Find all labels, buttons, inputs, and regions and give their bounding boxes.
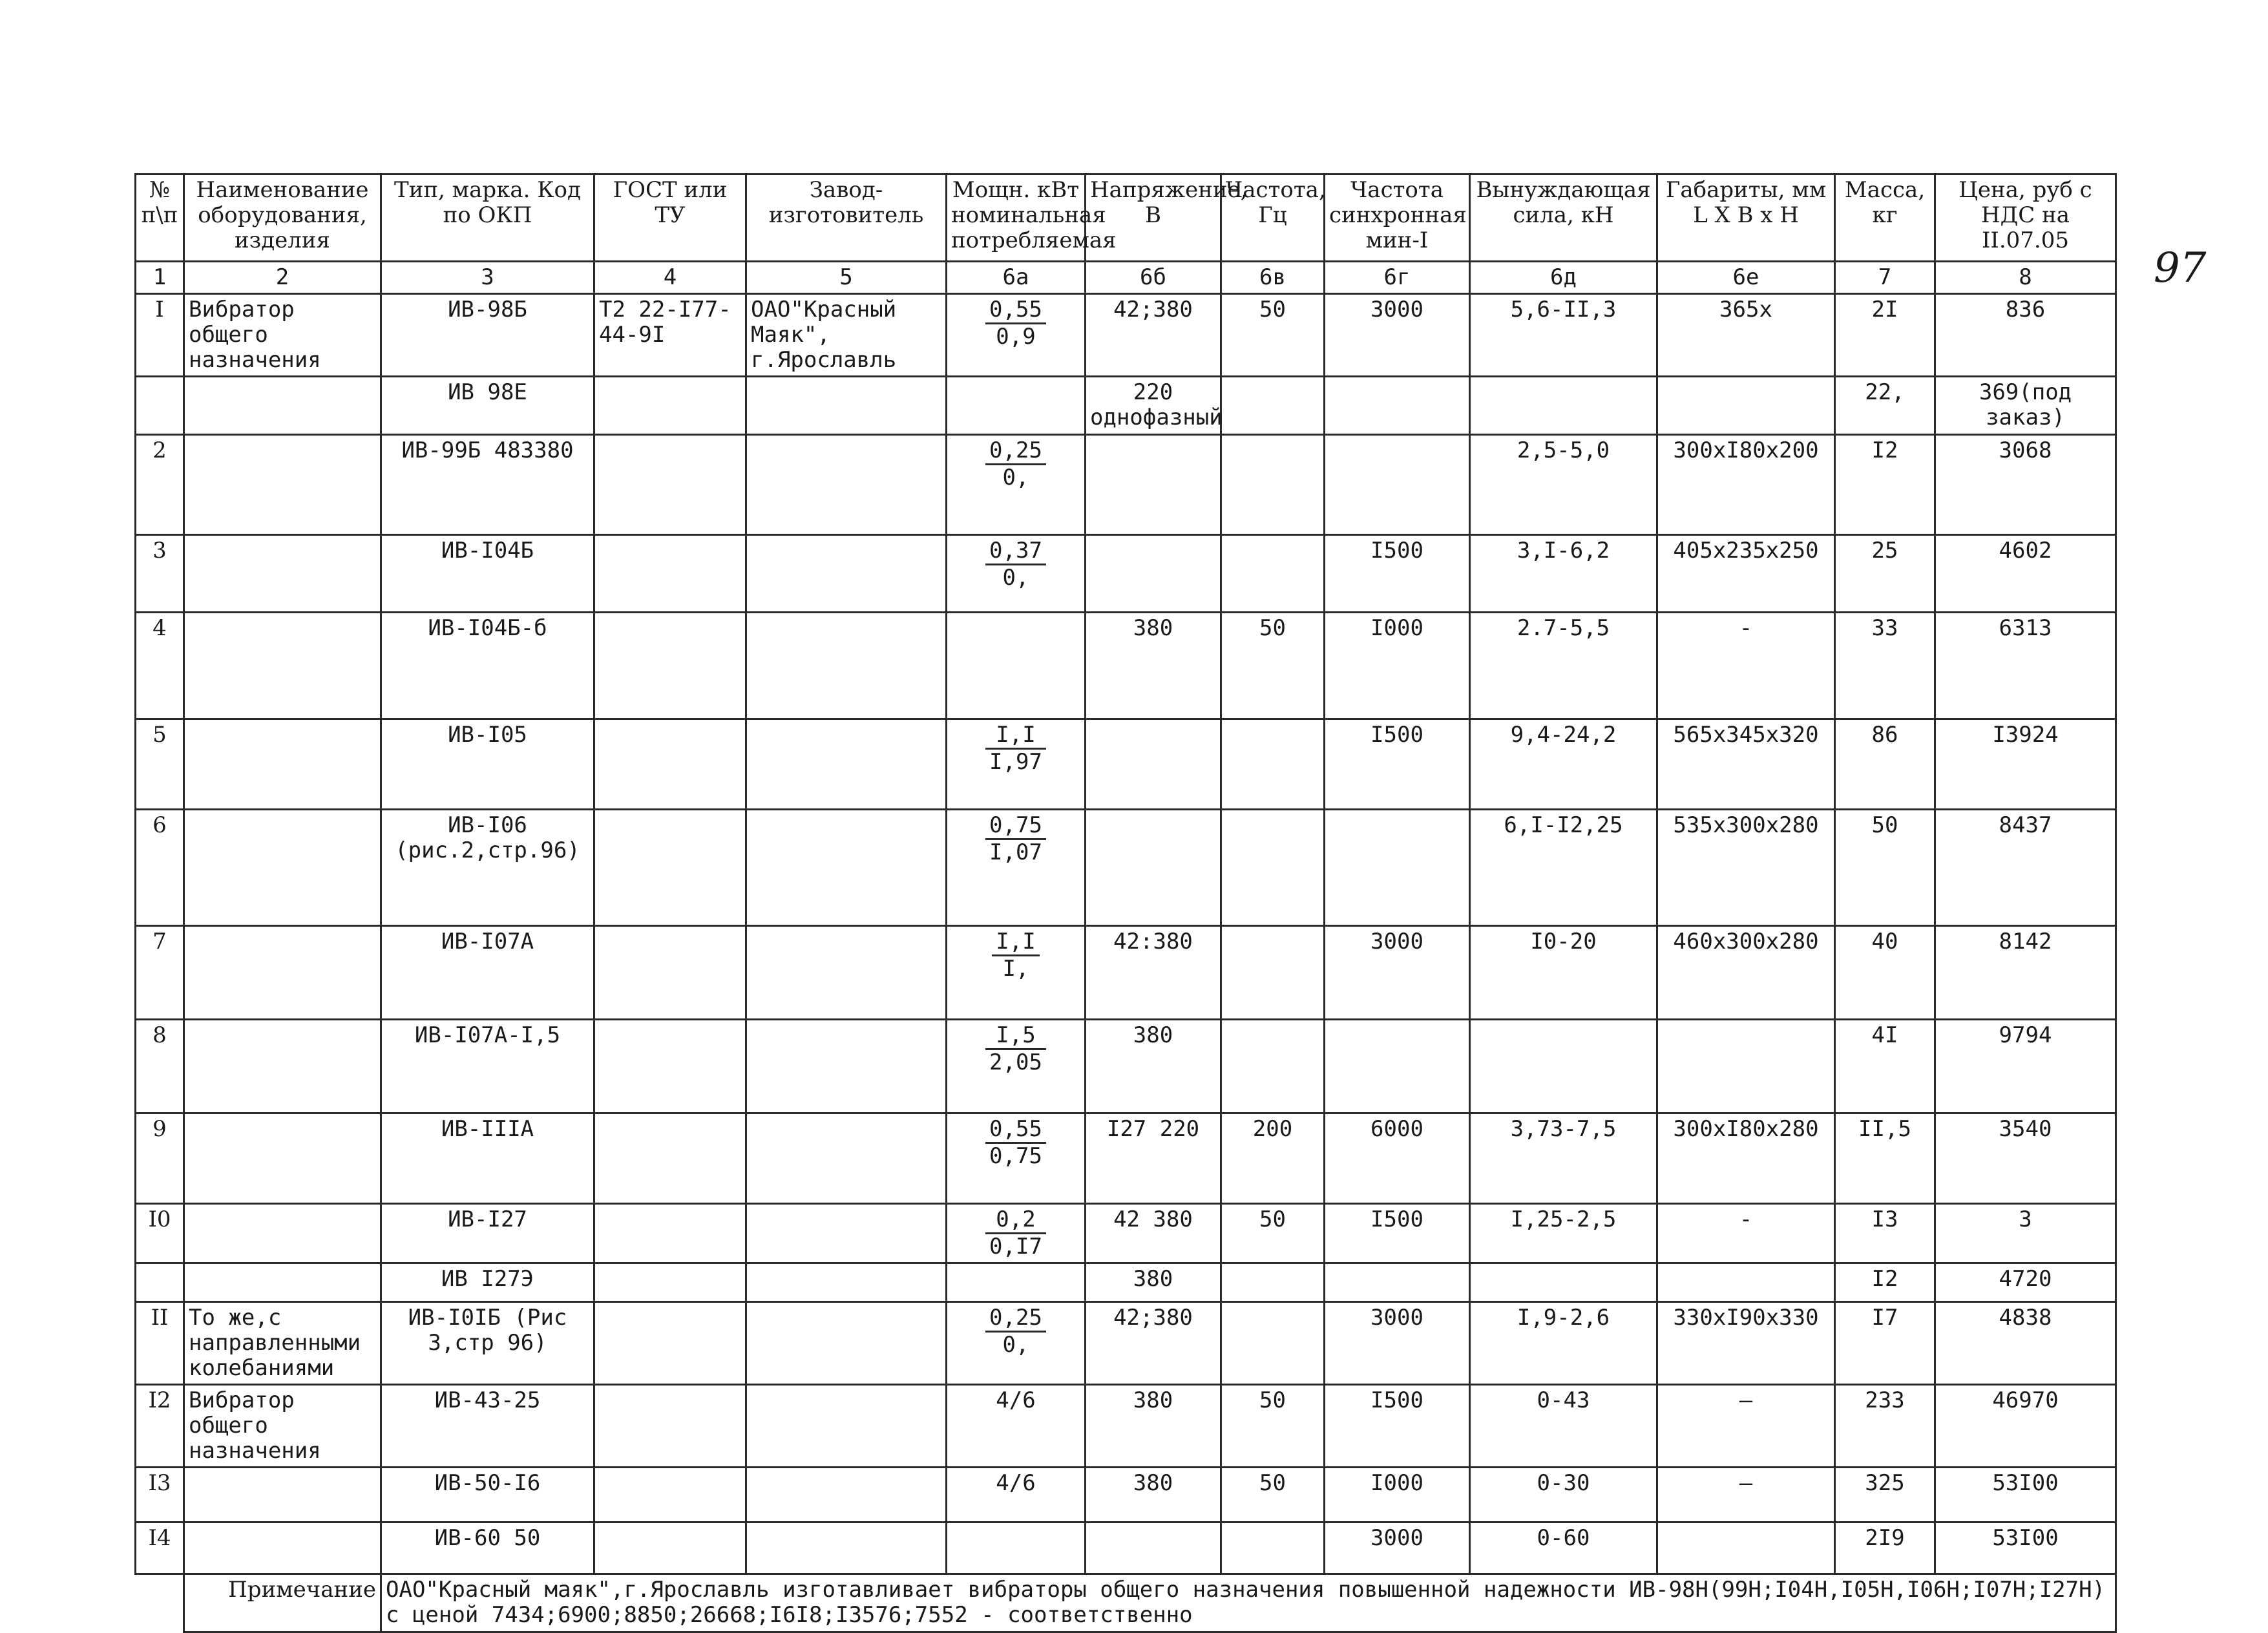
header-dimensions: Габариты, мм L X B x H bbox=[1657, 174, 1835, 262]
row-name bbox=[184, 925, 381, 1019]
row-index: I bbox=[136, 294, 184, 377]
power-fraction bbox=[985, 1117, 1046, 1169]
row-gost bbox=[594, 719, 746, 809]
row-price: 4720 bbox=[1935, 1263, 2116, 1301]
row-mass: 40 bbox=[1835, 925, 1935, 1019]
table-row bbox=[136, 809, 2116, 925]
row-maker bbox=[746, 719, 947, 809]
col-number: 5 bbox=[746, 262, 947, 294]
row-name bbox=[184, 1468, 381, 1522]
row-frequency bbox=[1221, 1522, 1325, 1574]
header-name: Наименование оборудования, изделия bbox=[184, 174, 381, 262]
row-power bbox=[947, 534, 1086, 612]
row-mass: 33 bbox=[1835, 612, 1935, 719]
row-name: Вибратор общего назначения bbox=[184, 294, 381, 377]
table-row bbox=[136, 1113, 2116, 1203]
row-mass: 4I bbox=[1835, 1019, 1935, 1113]
power-consumed: I,97 bbox=[989, 748, 1042, 775]
row-frequency bbox=[1221, 434, 1325, 534]
row-force: I,25-2,5 bbox=[1470, 1203, 1657, 1263]
power-fraction bbox=[985, 1023, 1046, 1075]
row-frequency bbox=[1221, 534, 1325, 612]
row-name bbox=[184, 1019, 381, 1113]
row-frequency: 50 bbox=[1221, 1385, 1325, 1468]
page-number: 97 bbox=[2154, 244, 2207, 292]
row-type: ИВ-I05 bbox=[381, 719, 594, 809]
row-power bbox=[947, 1263, 1086, 1301]
row-voltage: 42;380 bbox=[1086, 1301, 1221, 1384]
table-row bbox=[136, 719, 2116, 809]
power-fraction bbox=[985, 813, 1046, 865]
row-gost bbox=[594, 1522, 746, 1574]
row-dimensions: 460x300x280 bbox=[1657, 925, 1835, 1019]
row-frequency bbox=[1221, 809, 1325, 925]
power-nominal: 0,2 bbox=[985, 1207, 1046, 1234]
power-consumed: 0, bbox=[1002, 1331, 1029, 1358]
col-number: 6в bbox=[1221, 262, 1325, 294]
row-sync-frequency bbox=[1325, 377, 1470, 434]
row-type: ИВ-I0IБ (Рис 3,стр 96) bbox=[381, 1301, 594, 1384]
note-text: ОАО"Красный маяк",г.Ярославль изготавливает вибраторы общего назначения повышенной надежности ИВ-98Н(99Н;I04Н,I05Н,I06Н;I07Н;I27Н) с ценой 7434;6900;8850;26668;I6I8;I3576;7552 - соответственно bbox=[381, 1574, 2116, 1632]
row-mass: 22, bbox=[1835, 377, 1935, 434]
power-nominal: 0,75 bbox=[985, 813, 1046, 840]
row-force: 0-43 bbox=[1470, 1385, 1657, 1468]
row-dimensions: 405x235x250 bbox=[1657, 534, 1835, 612]
row-sync-frequency bbox=[1325, 434, 1470, 534]
row-type: ИВ 98Е bbox=[381, 377, 594, 434]
header-sync-frequency: Частота синхронная мин-I bbox=[1325, 174, 1470, 262]
row-sync-frequency: I500 bbox=[1325, 719, 1470, 809]
power-consumed: 0,I7 bbox=[989, 1233, 1042, 1259]
row-voltage: 380 bbox=[1086, 612, 1221, 719]
row-power bbox=[947, 1301, 1086, 1384]
row-frequency: 200 bbox=[1221, 1113, 1325, 1203]
row-power bbox=[947, 377, 1086, 434]
col-number: 3 bbox=[381, 262, 594, 294]
row-maker bbox=[746, 1468, 947, 1522]
table-row bbox=[136, 1385, 2116, 1468]
row-sync-frequency: I500 bbox=[1325, 534, 1470, 612]
row-index: 7 bbox=[136, 925, 184, 1019]
col-number: 1 bbox=[136, 262, 184, 294]
table-row bbox=[136, 1468, 2116, 1522]
row-maker bbox=[746, 809, 947, 925]
power-fraction bbox=[985, 722, 1046, 775]
row-price: 53I00 bbox=[1935, 1522, 2116, 1574]
power-fraction bbox=[985, 538, 1046, 591]
row-price: 8437 bbox=[1935, 809, 2116, 925]
row-type: ИВ-IIIА bbox=[381, 1113, 594, 1203]
row-frequency: 50 bbox=[1221, 1468, 1325, 1522]
power-consumed: 0, bbox=[1002, 464, 1029, 490]
row-maker bbox=[746, 612, 947, 719]
equipment-table bbox=[134, 173, 2117, 1633]
row-maker bbox=[746, 1385, 947, 1468]
row-type: ИВ-99Б 483380 bbox=[381, 434, 594, 534]
row-price: 4838 bbox=[1935, 1301, 2116, 1384]
row-price: 46970 bbox=[1935, 1385, 2116, 1468]
power-consumed: 0,9 bbox=[996, 324, 1036, 350]
row-power bbox=[947, 1113, 1086, 1203]
row-price: 3 bbox=[1935, 1203, 2116, 1263]
row-mass: I7 bbox=[1835, 1301, 1935, 1384]
column-number-row bbox=[136, 262, 2116, 294]
header-row bbox=[136, 174, 2116, 262]
row-index bbox=[136, 377, 184, 434]
row-gost bbox=[594, 1385, 746, 1468]
row-dimensions: 565x345x320 bbox=[1657, 719, 1835, 809]
row-maker bbox=[746, 925, 947, 1019]
row-maker bbox=[746, 1203, 947, 1263]
row-name bbox=[184, 719, 381, 809]
row-name bbox=[184, 377, 381, 434]
power-consumed: 2,05 bbox=[989, 1049, 1042, 1075]
header-frequency: Частота, Гц bbox=[1221, 174, 1325, 262]
row-voltage: 380 bbox=[1086, 1263, 1221, 1301]
col-number: 8 bbox=[1935, 262, 2116, 294]
col-number: 6б bbox=[1086, 262, 1221, 294]
col-number: 6е bbox=[1657, 262, 1835, 294]
table-row bbox=[136, 1203, 2116, 1263]
row-sync-frequency: I000 bbox=[1325, 1468, 1470, 1522]
row-mass: 86 bbox=[1835, 719, 1935, 809]
row-type: ИВ-I04Б bbox=[381, 534, 594, 612]
row-frequency bbox=[1221, 377, 1325, 434]
power-fraction bbox=[985, 1207, 1046, 1259]
row-force: 2,5-5,0 bbox=[1470, 434, 1657, 534]
row-type: ИВ-I07А bbox=[381, 925, 594, 1019]
row-mass: 325 bbox=[1835, 1468, 1935, 1522]
header-maker: Завод-изготовитель bbox=[746, 174, 947, 262]
row-index: I0 bbox=[136, 1203, 184, 1263]
row-index: 8 bbox=[136, 1019, 184, 1113]
power-nominal: 0,25 bbox=[985, 438, 1046, 465]
row-sync-frequency: 6000 bbox=[1325, 1113, 1470, 1203]
row-voltage bbox=[1086, 1522, 1221, 1574]
row-force: 2.7-5,5 bbox=[1470, 612, 1657, 719]
table-row bbox=[136, 1301, 2116, 1384]
row-price: 6313 bbox=[1935, 612, 2116, 719]
row-mass: I2 bbox=[1835, 1263, 1935, 1301]
row-name bbox=[184, 1263, 381, 1301]
table-row bbox=[136, 1019, 2116, 1113]
row-index: I2 bbox=[136, 1385, 184, 1468]
row-gost: Т2 22-I77-44-9I bbox=[594, 294, 746, 377]
row-gost bbox=[594, 809, 746, 925]
power-consumed: 0, bbox=[1002, 564, 1029, 591]
row-force: 3,73-7,5 bbox=[1470, 1113, 1657, 1203]
row-voltage: 42:380 bbox=[1086, 925, 1221, 1019]
row-dimensions: — bbox=[1657, 1468, 1835, 1522]
row-sync-frequency: 3000 bbox=[1325, 925, 1470, 1019]
row-maker bbox=[746, 1263, 947, 1301]
row-type: ИВ-I07А-I,5 bbox=[381, 1019, 594, 1113]
row-dimensions: 535x300x280 bbox=[1657, 809, 1835, 925]
row-force: 9,4-24,2 bbox=[1470, 719, 1657, 809]
row-name: Вибратор общего назначения bbox=[184, 1385, 381, 1468]
row-index: 9 bbox=[136, 1113, 184, 1203]
row-force: 0-30 bbox=[1470, 1468, 1657, 1522]
row-sync-frequency: I500 bbox=[1325, 1203, 1470, 1263]
row-force: 5,6-II,3 bbox=[1470, 294, 1657, 377]
document-sheet bbox=[134, 115, 2207, 1628]
row-mass: II,5 bbox=[1835, 1113, 1935, 1203]
row-price: 836 bbox=[1935, 294, 2116, 377]
row-force bbox=[1470, 1019, 1657, 1113]
power-nominal: 0,55 bbox=[985, 1117, 1046, 1144]
note-label: Примечание bbox=[184, 1574, 381, 1632]
power-fraction bbox=[985, 297, 1046, 350]
row-price: 3540 bbox=[1935, 1113, 2116, 1203]
row-price: 9794 bbox=[1935, 1019, 2116, 1113]
row-power: 4/6 bbox=[947, 1468, 1086, 1522]
header-mass: Масса, кг bbox=[1835, 174, 1935, 262]
power-fraction bbox=[985, 1305, 1046, 1358]
row-power bbox=[947, 294, 1086, 377]
row-type: ИВ-I04Б-б bbox=[381, 612, 594, 719]
row-frequency bbox=[1221, 1301, 1325, 1384]
row-index: 3 bbox=[136, 534, 184, 612]
row-force: 3,I-6,2 bbox=[1470, 534, 1657, 612]
power-nominal: 0,37 bbox=[985, 538, 1046, 565]
row-type: ИВ I27Э bbox=[381, 1263, 594, 1301]
row-gost bbox=[594, 1113, 746, 1203]
row-mass: I2 bbox=[1835, 434, 1935, 534]
row-mass: 2I9 bbox=[1835, 1522, 1935, 1574]
power-fraction bbox=[992, 929, 1039, 982]
power-consumed: 0,75 bbox=[989, 1143, 1042, 1169]
row-dimensions bbox=[1657, 377, 1835, 434]
power-nominal: 0,55 bbox=[985, 297, 1046, 324]
row-name bbox=[184, 809, 381, 925]
row-index: II bbox=[136, 1301, 184, 1384]
row-power bbox=[947, 612, 1086, 719]
row-force bbox=[1470, 1263, 1657, 1301]
row-dimensions bbox=[1657, 1263, 1835, 1301]
col-number: 4 bbox=[594, 262, 746, 294]
row-gost bbox=[594, 925, 746, 1019]
header-power-sub: номинальная потребляемая bbox=[951, 202, 1117, 254]
row-mass: 2I bbox=[1835, 294, 1935, 377]
row-power bbox=[947, 434, 1086, 534]
row-mass: 50 bbox=[1835, 809, 1935, 925]
row-sync-frequency bbox=[1325, 809, 1470, 925]
row-voltage bbox=[1086, 719, 1221, 809]
row-gost bbox=[594, 1203, 746, 1263]
table-row bbox=[136, 1522, 2116, 1574]
row-dimensions: — bbox=[1657, 1385, 1835, 1468]
row-force: 0-60 bbox=[1470, 1522, 1657, 1574]
row-gost bbox=[594, 1468, 746, 1522]
row-type: ИВ-I27 bbox=[381, 1203, 594, 1263]
row-gost bbox=[594, 1019, 746, 1113]
table-row bbox=[136, 534, 2116, 612]
row-gost bbox=[594, 434, 746, 534]
power-nominal: 0,25 bbox=[985, 1305, 1046, 1333]
row-gost bbox=[594, 534, 746, 612]
row-type: ИВ-43-25 bbox=[381, 1385, 594, 1468]
row-dimensions: - bbox=[1657, 1203, 1835, 1263]
row-name bbox=[184, 1522, 381, 1574]
row-maker bbox=[746, 1019, 947, 1113]
row-frequency: 50 bbox=[1221, 1203, 1325, 1263]
header-power-top: Мощн. кВт bbox=[952, 177, 1080, 203]
row-name bbox=[184, 1113, 381, 1203]
row-mass: 233 bbox=[1835, 1385, 1935, 1468]
row-voltage bbox=[1086, 534, 1221, 612]
table-row bbox=[136, 612, 2116, 719]
row-index: 5 bbox=[136, 719, 184, 809]
row-force: I,9-2,6 bbox=[1470, 1301, 1657, 1384]
row-maker bbox=[746, 434, 947, 534]
row-mass: 25 bbox=[1835, 534, 1935, 612]
row-dimensions bbox=[1657, 1522, 1835, 1574]
row-name bbox=[184, 434, 381, 534]
row-dimensions: 300xI80x280 bbox=[1657, 1113, 1835, 1203]
row-frequency bbox=[1221, 925, 1325, 1019]
note-spacer bbox=[136, 1574, 184, 1632]
row-maker bbox=[746, 1113, 947, 1203]
row-dimensions: 330xI90x330 bbox=[1657, 1301, 1835, 1384]
row-index: 6 bbox=[136, 809, 184, 925]
row-force: I0-20 bbox=[1470, 925, 1657, 1019]
row-index: I3 bbox=[136, 1468, 184, 1522]
row-frequency: 50 bbox=[1221, 612, 1325, 719]
row-sync-frequency: 3000 bbox=[1325, 1301, 1470, 1384]
row-voltage: 380 bbox=[1086, 1385, 1221, 1468]
row-price: 4602 bbox=[1935, 534, 2116, 612]
row-index: 2 bbox=[136, 434, 184, 534]
header-price: Цена, руб с НДС на II.07.05 bbox=[1935, 174, 2116, 262]
row-name bbox=[184, 1203, 381, 1263]
header-gost: ГОСТ или ТУ bbox=[594, 174, 746, 262]
row-frequency bbox=[1221, 719, 1325, 809]
table-row bbox=[136, 434, 2116, 534]
row-gost bbox=[594, 377, 746, 434]
row-voltage bbox=[1086, 434, 1221, 534]
table-row bbox=[136, 1263, 2116, 1301]
row-type: ИВ-I06 (рис.2,стр.96) bbox=[381, 809, 594, 925]
row-power bbox=[947, 719, 1086, 809]
row-power bbox=[947, 1203, 1086, 1263]
row-dimensions bbox=[1657, 1019, 1835, 1113]
row-sync-frequency bbox=[1325, 1263, 1470, 1301]
header-type: Тип, марка. Код по ОКП bbox=[381, 174, 594, 262]
header-power bbox=[947, 174, 1117, 262]
power-nominal: I,I bbox=[992, 929, 1039, 956]
row-voltage: 220 однофазный bbox=[1086, 377, 1221, 434]
row-maker bbox=[746, 1522, 947, 1574]
row-sync-frequency: I500 bbox=[1325, 1385, 1470, 1468]
row-gost bbox=[594, 1263, 746, 1301]
row-power bbox=[947, 1019, 1086, 1113]
row-voltage: I27 220 bbox=[1086, 1113, 1221, 1203]
row-frequency: 50 bbox=[1221, 294, 1325, 377]
col-number: 6г bbox=[1325, 262, 1470, 294]
row-maker bbox=[746, 377, 947, 434]
row-name: То же,с направленными колебаниями bbox=[184, 1301, 381, 1384]
row-maker bbox=[746, 1301, 947, 1384]
row-force bbox=[1470, 377, 1657, 434]
row-name bbox=[184, 534, 381, 612]
row-index: 4 bbox=[136, 612, 184, 719]
row-voltage bbox=[1086, 809, 1221, 925]
row-power bbox=[947, 925, 1086, 1019]
header-force: Вынуждающая сила, кН bbox=[1470, 174, 1657, 262]
row-price: 3068 bbox=[1935, 434, 2116, 534]
power-fraction bbox=[985, 438, 1046, 490]
row-frequency bbox=[1221, 1263, 1325, 1301]
row-power bbox=[947, 1522, 1086, 1574]
power-nominal: I,I bbox=[985, 722, 1046, 750]
power-nominal: I,5 bbox=[985, 1023, 1046, 1050]
row-force: 6,I-I2,25 bbox=[1470, 809, 1657, 925]
header-num: № п\п bbox=[136, 174, 184, 262]
row-sync-frequency: 3000 bbox=[1325, 1522, 1470, 1574]
row-price: 8142 bbox=[1935, 925, 2116, 1019]
row-frequency bbox=[1221, 1019, 1325, 1113]
col-number: 6а bbox=[947, 262, 1086, 294]
row-index bbox=[136, 1263, 184, 1301]
note-row bbox=[136, 1574, 2116, 1632]
row-sync-frequency: 3000 bbox=[1325, 294, 1470, 377]
row-voltage: 42 380 bbox=[1086, 1203, 1221, 1263]
row-sync-frequency: I000 bbox=[1325, 612, 1470, 719]
table-row bbox=[136, 294, 2116, 377]
row-mass: I3 bbox=[1835, 1203, 1935, 1263]
row-voltage: 380 bbox=[1086, 1468, 1221, 1522]
row-power: 4/6 bbox=[947, 1385, 1086, 1468]
row-dimensions: - bbox=[1657, 612, 1835, 719]
row-type: ИВ-50-I6 bbox=[381, 1468, 594, 1522]
col-number: 6д bbox=[1470, 262, 1657, 294]
table-row bbox=[136, 925, 2116, 1019]
row-index: I4 bbox=[136, 1522, 184, 1574]
table-row bbox=[136, 377, 2116, 434]
power-consumed: I, bbox=[1002, 955, 1029, 982]
row-maker: ОАО"Красный Маяк", г.Ярославль bbox=[746, 294, 947, 377]
col-number: 7 bbox=[1835, 262, 1935, 294]
row-dimensions: 365x bbox=[1657, 294, 1835, 377]
col-number: 2 bbox=[184, 262, 381, 294]
row-voltage: 380 bbox=[1086, 1019, 1221, 1113]
row-price: 369(под заказ) bbox=[1935, 377, 2116, 434]
row-price: I3924 bbox=[1935, 719, 2116, 809]
row-type: ИВ-98Б bbox=[381, 294, 594, 377]
row-dimensions: 300xI80x200 bbox=[1657, 434, 1835, 534]
row-name bbox=[184, 612, 381, 719]
row-maker bbox=[746, 534, 947, 612]
row-power bbox=[947, 809, 1086, 925]
row-price: 53I00 bbox=[1935, 1468, 2116, 1522]
row-voltage: 42;380 bbox=[1086, 294, 1221, 377]
row-gost bbox=[594, 1301, 746, 1384]
row-gost bbox=[594, 612, 746, 719]
power-consumed: I,07 bbox=[989, 839, 1042, 865]
header-voltage: Напряжение, В bbox=[1086, 174, 1221, 262]
row-sync-frequency bbox=[1325, 1019, 1470, 1113]
row-type: ИВ-60 50 bbox=[381, 1522, 594, 1574]
